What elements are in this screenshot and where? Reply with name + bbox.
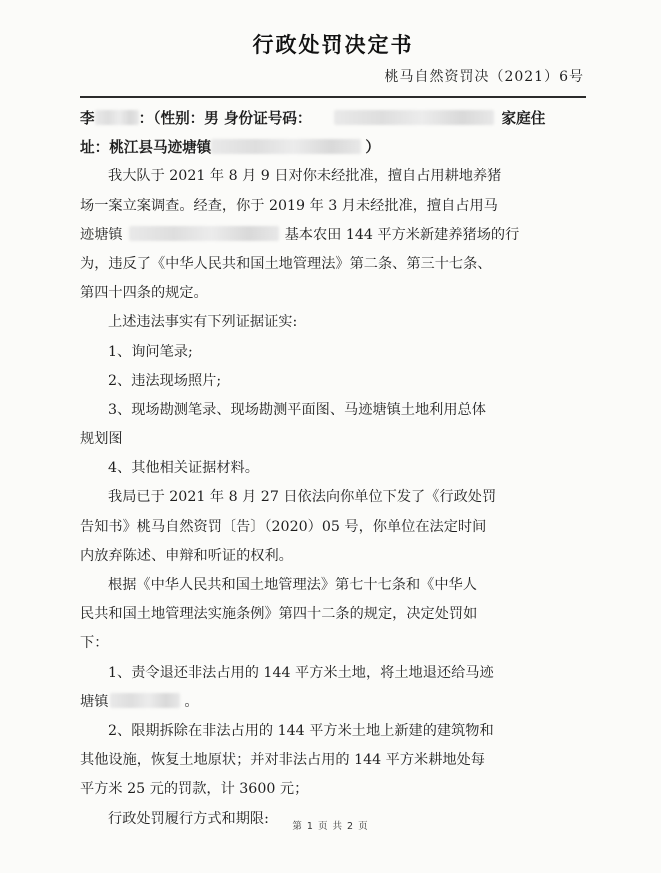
notice-line-3: 内放弃陈述、申辩和听证的权利。: [80, 547, 293, 564]
redacted-id-number: [334, 110, 494, 125]
penalty-item-1: 1、责令退还非法占用的 144 平方米土地，将土地退还给马迹: [108, 664, 494, 681]
facts-line-2: 场一案立案调查。经查，你于 2019 年 3 月未经批准，擅自占用马: [80, 197, 498, 214]
redacted-name: [95, 110, 139, 125]
facts-line-3: 迹塘镇 基本农田 144 平方米新建养猪场的行: [80, 226, 520, 243]
evidence-intro: 上述违法事实有下列证据证实:: [108, 314, 298, 331]
facts-line-1: 我大队于 2021 年 8 月 9 日对你未经批准，擅自占用耕地养猪: [108, 168, 502, 185]
penalty-method: 行政处罚履行方式和期限:: [108, 810, 269, 827]
evidence-item-2: 2、违法现场照片;: [108, 372, 222, 389]
party-line-2: 址：桃江县马迹塘镇 ）: [80, 139, 380, 157]
facts-line-5: 第四十四条的规定。: [80, 285, 208, 302]
evidence-item-4: 4、其他相关证据材料。: [108, 460, 259, 477]
penalty-item-2-cont-1: 其他设施，恢复土地原状；并对非法占用的 144 平方米耕地处每: [80, 752, 485, 769]
penalty-item-2-cont-2: 平方米 25 元的罚款，计 3600 元；: [80, 781, 309, 798]
document-title: 行政处罚决定书: [252, 32, 414, 57]
notice-line-2: 告知书》桃马自然资罚〔告〕（2020）05 号，你单位在法定时间: [80, 518, 487, 535]
basis-line-2: 民共和国土地管理法实施条例》第四十二条的规定，决定处罚如: [80, 606, 478, 623]
evidence-item-1: 1、询问笔录;: [108, 343, 193, 360]
penalty-item-1-cont: 塘镇 。: [80, 693, 199, 710]
basis-line-1: 根据《中华人民共和国土地管理法》第七十七条和《中华人: [108, 577, 477, 593]
facts-line-4: 为，违反了《中华人民共和国土地管理法》第二条、第三十七条、: [80, 255, 492, 272]
basis-line-3: 下：: [80, 635, 109, 652]
page-footer: 第 1 页 共 2 页: [292, 821, 369, 832]
party-line-1: 李 ：（性别：男 身份证号码： 家庭住: [80, 110, 546, 127]
document-page: [80, 28, 586, 834]
penalty-item-2: 2、限期拆除在非法占用的 144 平方米土地上新建的建筑物和: [108, 722, 494, 739]
evidence-item-3-cont: 规划图: [80, 431, 123, 448]
redacted-address: [211, 139, 361, 154]
header-rule: [80, 96, 586, 98]
redacted-location: [129, 226, 279, 241]
notice-line-1: 我局已于 2021 年 8 月 27 日依法向你单位下发了《行政处罚: [108, 489, 497, 506]
evidence-item-3: 3、现场勘测笔录、现场勘测平面图、马迹塘镇土地利用总体: [108, 401, 486, 418]
document-number: 桃马自然资罚决（2021）6号: [384, 69, 584, 85]
redacted-village: [110, 693, 180, 708]
